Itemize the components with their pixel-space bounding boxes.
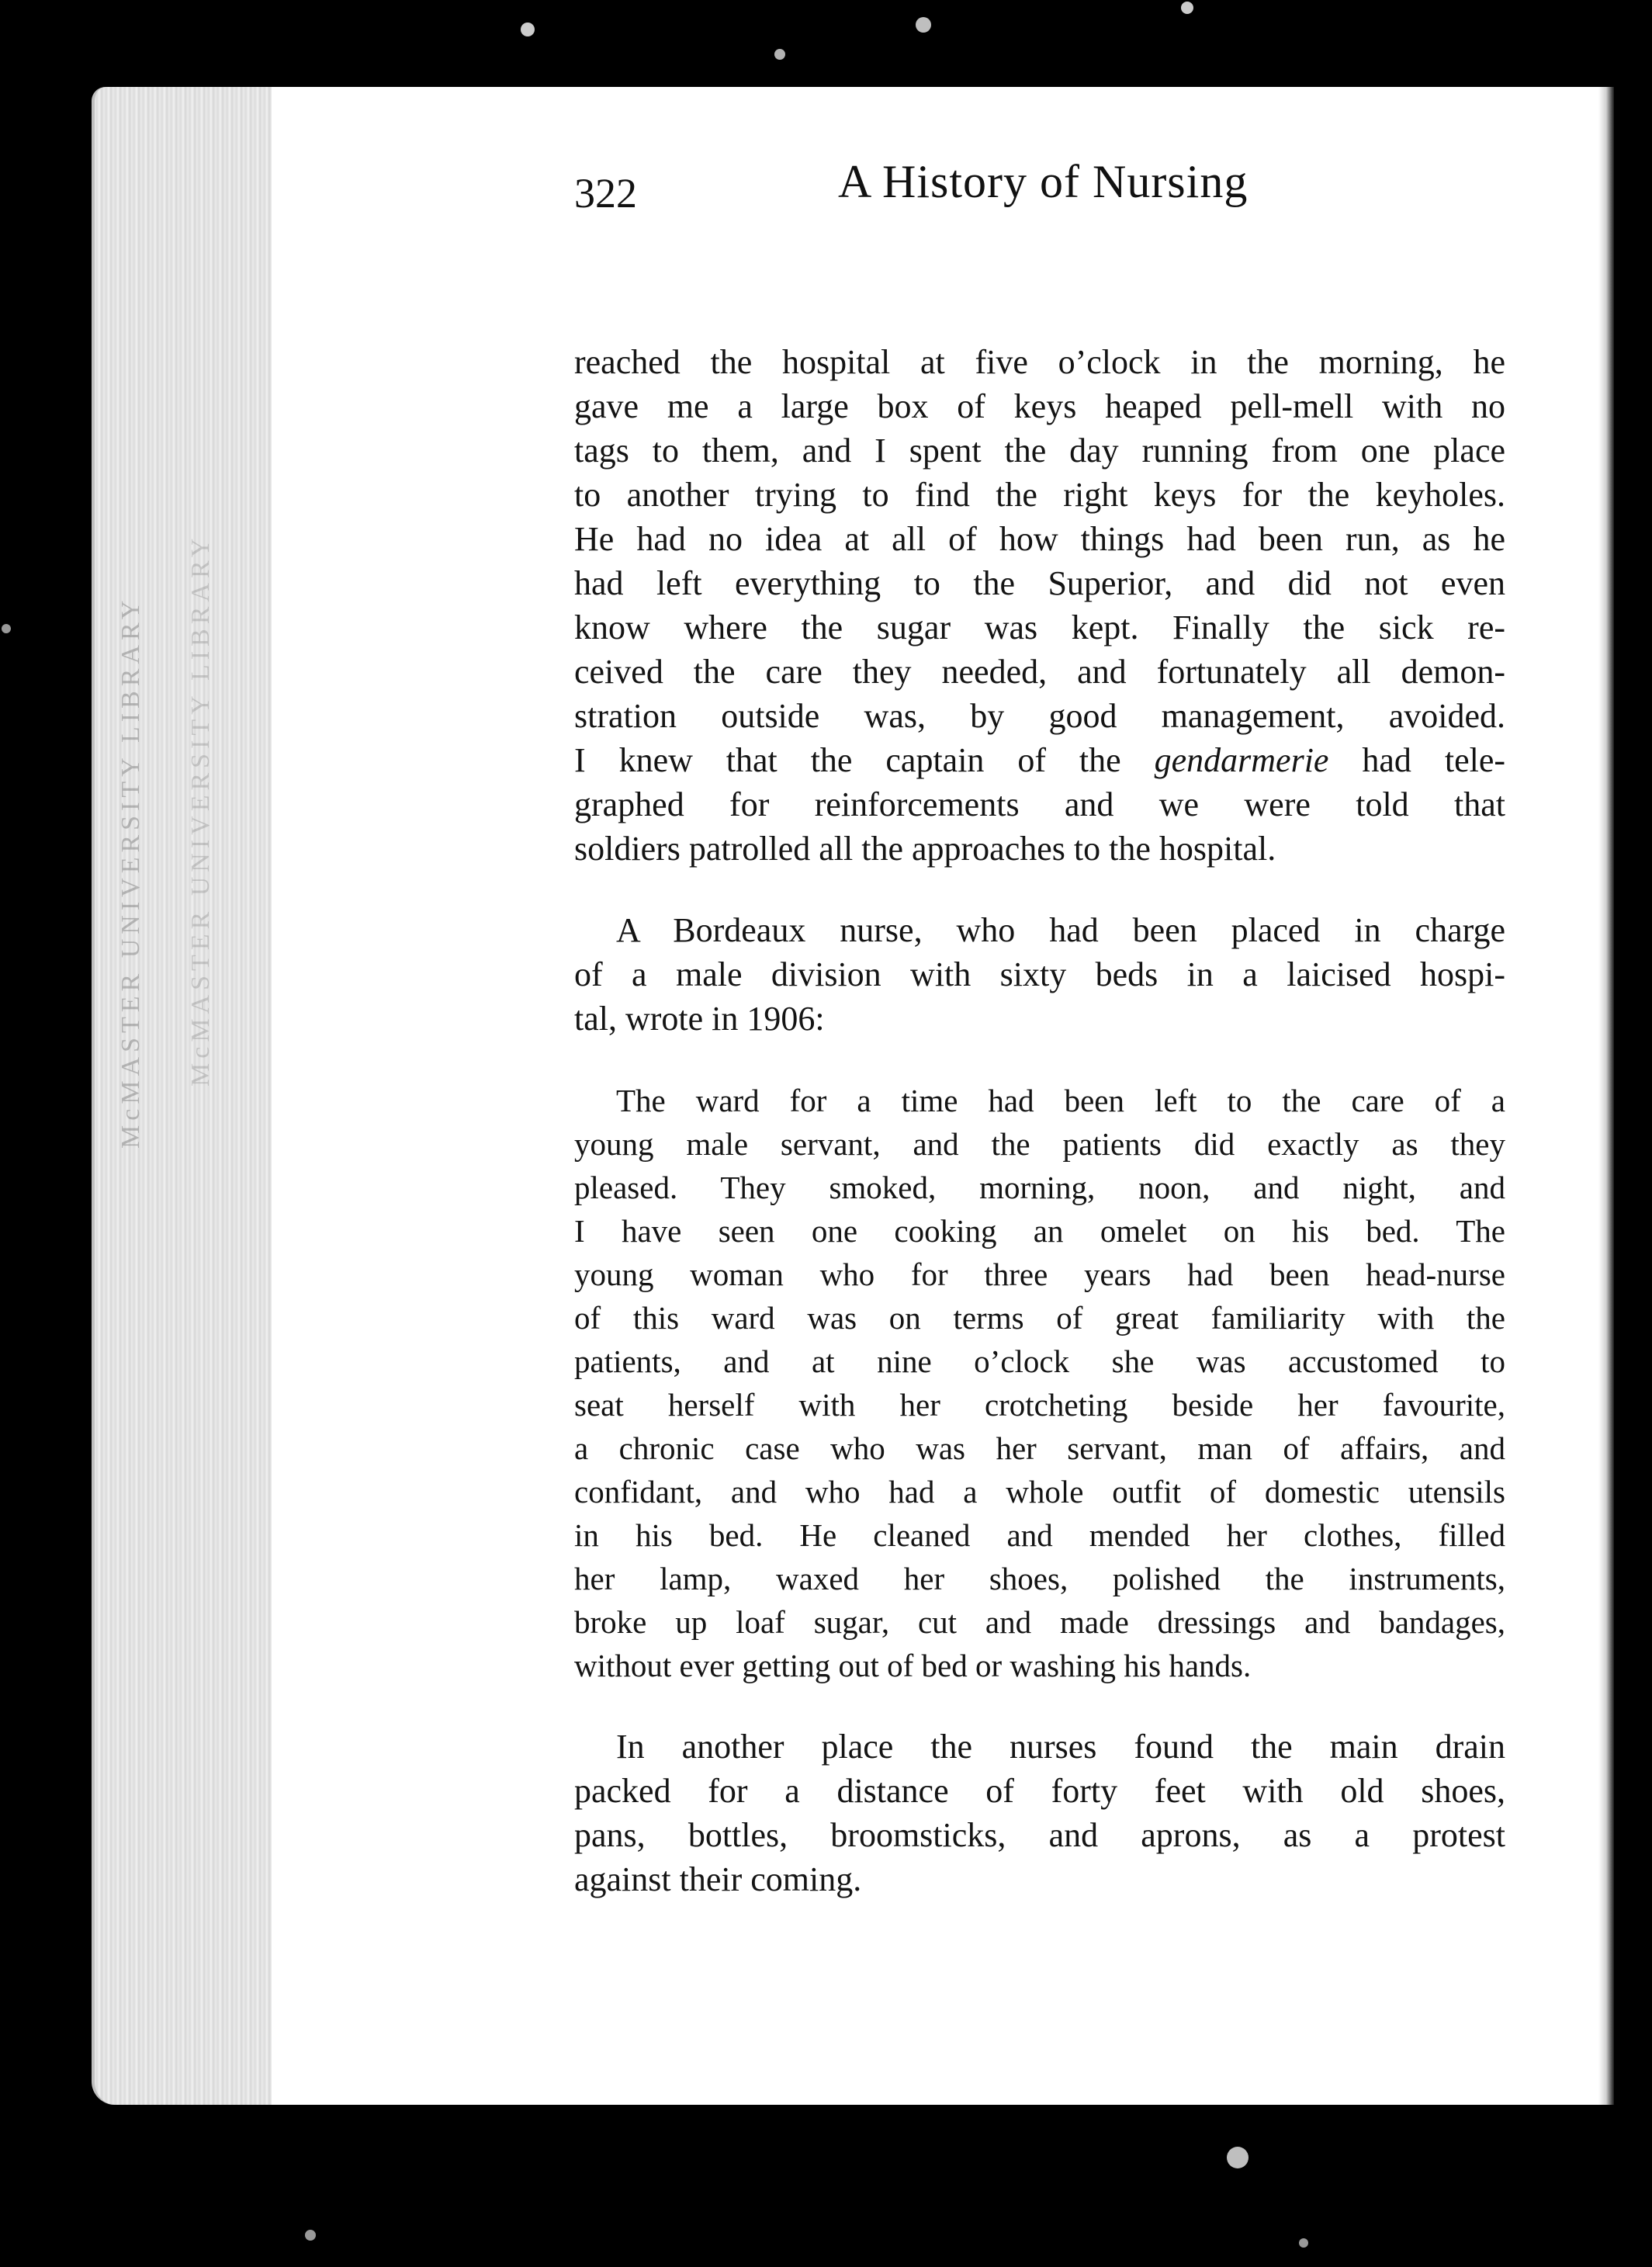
text-line: gave me a large box of keys heaped pell-mell with no (574, 387, 1505, 425)
text-line: tal, wrote in 1906: (574, 1000, 825, 1038)
text-line: know where the sugar was kept. Finally the sick re- (574, 608, 1505, 646)
text-line: packed for a distance of forty feet with old shoes, (574, 1772, 1505, 1810)
text-line: had left everything to the Superior, and did not even (574, 564, 1505, 602)
text-line: soldiers patrolled all the approaches to the hospital. (574, 830, 1276, 868)
running-title: A History of Nursing (838, 156, 1249, 207)
paragraph-1 (574, 340, 1505, 871)
quote-line: of this ward was on terms of great familiarity with the (574, 1300, 1505, 1336)
quote-line: The ward for a time had been left to the care of a (616, 1083, 1505, 1118)
paragraph-2 (574, 908, 1505, 1041)
running-header (574, 155, 1536, 248)
text-line: tags to them, and I spent the day running from one place (574, 432, 1505, 470)
quote-line: without ever getting out of bed or washing his hands. (574, 1648, 1252, 1683)
quote-line: pleased. They smoked, morning, noon, and night, and (574, 1170, 1505, 1205)
text-line: graphed for reinforcements and we were told that (574, 785, 1505, 823)
quote-line: I have seen one cooking an omelet on his bed. The (574, 1213, 1505, 1249)
page-number: 322 (574, 170, 637, 217)
block-quotation (574, 1079, 1505, 1687)
library-stamp: McMASTER UNIVERSITY LIBRARY (116, 595, 145, 1149)
text-line: ceived the care they needed, and fortunately all demon- (574, 653, 1505, 691)
text-line: against their coming. (574, 1860, 862, 1898)
text-segment: I knew that the captain of the (574, 741, 1121, 779)
quote-line: seat herself with her crotcheting beside her favourite, (574, 1387, 1505, 1423)
text-segment: had tele- (1362, 741, 1506, 779)
text-line: to another trying to find the right keys for the keyholes. (574, 476, 1505, 514)
quote-line: young woman who for three years had been head-nurse (574, 1257, 1505, 1292)
text-line: reached the hospital at five o’clock in the morning, he (574, 343, 1505, 381)
text-line: pans, bottles, broomsticks, and aprons, as a protest (574, 1816, 1505, 1854)
quote-line: in his bed. He cleaned and mended her clothes, filled (574, 1517, 1505, 1553)
text-line: He had no idea at all of how things had been run, as he (574, 520, 1505, 558)
quote-line: young male servant, and the patients did exactly as they (574, 1126, 1505, 1162)
text-line: In another place the nurses found the main drain (616, 1728, 1505, 1766)
text-line: A Bordeaux nurse, who had been placed in charge (616, 911, 1505, 949)
page-right-edge (1598, 87, 1614, 2105)
text-line: of a male division with sixty beds in a laicised hospi- (574, 955, 1505, 993)
quote-line: patients, and at nine o’clock she was accustomed to (574, 1343, 1505, 1379)
quote-line: broke up loaf sugar, cut and made dressings and bandages, (574, 1604, 1505, 1640)
paragraph-3 (574, 1725, 1505, 1901)
text-line: stration outside was, by good management, avoided. (574, 697, 1505, 735)
italic-term: gendarmerie (1154, 741, 1329, 779)
text-line-with-italic (574, 738, 1505, 782)
library-stamp-secondary: McMASTER UNIVERSITY LIBRARY (186, 533, 215, 1087)
quote-line: confidant, and who had a whole outfit of domestic utensils (574, 1474, 1505, 1510)
quote-line: a chronic case who was her servant, man of affairs, and (574, 1430, 1505, 1466)
quote-line: her lamp, waxed her shoes, polished the instruments, (574, 1561, 1505, 1596)
